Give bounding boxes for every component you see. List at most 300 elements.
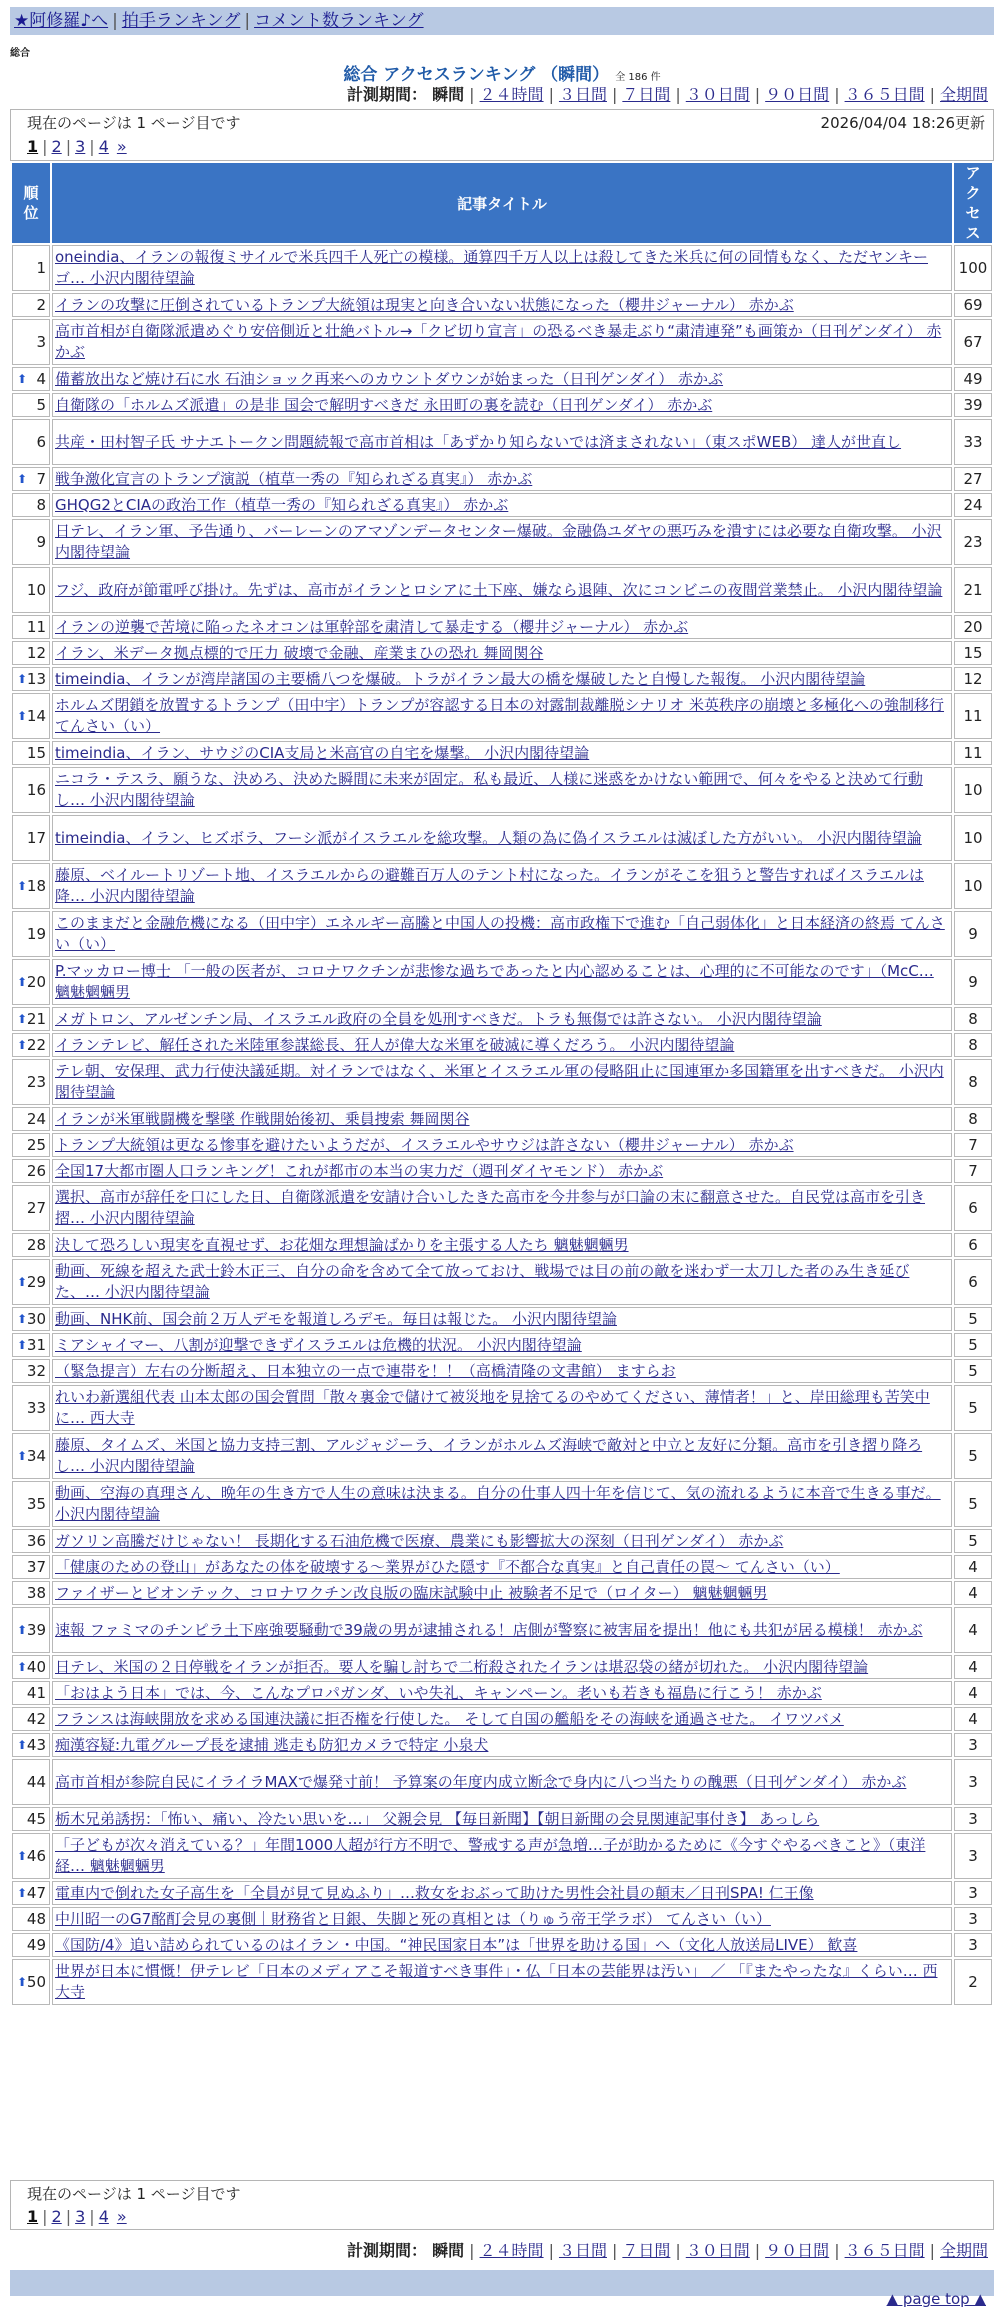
rank-up-arrow-icon: ⬆: [17, 1311, 28, 1326]
rank-number: 18: [26, 876, 46, 895]
access-count: 11: [954, 693, 992, 739]
title-cell: [52, 1581, 952, 1605]
rank-cell: [12, 1007, 50, 1031]
rank-cell: [12, 667, 50, 691]
rank-cell: [12, 1933, 50, 1957]
article-title-link[interactable]: 日テレ、イラン軍、予告通り、バーレーンのアマゾンデータセンター爆破。金融偽ユダヤの悪巧みを潰すには必要な自衛攻撃。 小沢内閣待望論: [55, 522, 942, 561]
title-cell: [52, 1259, 952, 1305]
article-title-link[interactable]: 藤原、ベイルートリゾート地、イスラエルからの避難百万人のテント村になった。イランがそこを狙うと警告すればイスラエルは降… 小沢内閣待望論: [55, 866, 924, 905]
rank-number: 42: [26, 1709, 46, 1728]
rank-cell: [12, 741, 50, 765]
table-row: [12, 493, 992, 517]
table-row: [12, 519, 992, 565]
period-selector-top: 計測期間： 瞬間 | ２４時間 | ３日間 | ７日間 | ３０日間 | ９０日間 | ３６５日間 | 全期間: [347, 85, 988, 104]
article-title-link[interactable]: 栃木兄弟誘拐：「怖い、痛い、冷たい思いを…」 父親会見 【毎日新聞】【朝日新聞の会見関連記事付き】 あっしら: [55, 1809, 820, 1828]
table-row: [12, 1581, 992, 1605]
title-cell: [52, 815, 952, 861]
rank-cell: [12, 1529, 50, 1553]
rank-number: 44: [26, 1772, 46, 1791]
article-title-link[interactable]: timeindia、イラン、ヒズボラ、フーシ派がイスラエルを総攻撃。人類の為に偽イスラエルは滅ぼした方がいい。 小沢内閣待望論: [55, 828, 922, 847]
table-row: [12, 1185, 992, 1231]
rank-up-arrow-icon: ⬆: [17, 1659, 28, 1674]
access-count: 4: [954, 1607, 992, 1653]
rank-number: 23: [26, 1072, 46, 1091]
title-cell: [52, 667, 952, 691]
rank-cell: [12, 1185, 50, 1231]
title-cell: [52, 693, 952, 739]
title-cell: [52, 293, 952, 317]
rank-up-arrow-icon: ⬆: [17, 1974, 28, 1989]
period-current: 瞬間: [432, 85, 465, 104]
period-24h[interactable]: ２４時間: [479, 2241, 544, 2260]
pager-page-2[interactable]: 2: [51, 2207, 62, 2226]
rank-cell: [12, 641, 50, 665]
rank-cell: [12, 1581, 50, 1605]
col-header-title: 記事タイトル: [52, 163, 952, 243]
table-row: [12, 567, 992, 613]
access-count: 5: [954, 1385, 992, 1431]
title-cell: [52, 1233, 952, 1257]
access-count: 27: [954, 467, 992, 491]
table-row: [12, 641, 992, 665]
table-row: [12, 1655, 992, 1679]
table-row: [12, 1681, 992, 1705]
rank-cell: [12, 1733, 50, 1757]
table-row: [12, 693, 992, 739]
rank-number: 49: [26, 1935, 46, 1954]
access-count: 3: [954, 1759, 992, 1805]
article-title-link[interactable]: 高市首相が自衛隊派遣めぐり安倍側近と壮絶バトル→「クビ切り宣言」の恐るべき暴走ぶり“粛清連発”も画策か（日刊ゲンダイ） 赤かぶ: [55, 322, 942, 361]
article-title-link[interactable]: 中川昭一のG7酩酊会見の裏側｜財務省と日銀、失脚と死の真相とは（りゅう帝王学ラボ） てんさい（い）: [55, 1909, 771, 1928]
nav-link-asyura[interactable]: ★阿修羅♪へ: [14, 11, 109, 31]
title-cell: [52, 1759, 952, 1805]
period-3d[interactable]: ３日間: [558, 2241, 607, 2260]
article-title-link[interactable]: timeindia、イラン、サウジのCIA支局と米高官の自宅を爆撃。 小沢内閣待望論: [55, 743, 590, 762]
rank-up-arrow-icon: ⬆: [17, 1274, 28, 1289]
nav-link-clap-ranking[interactable]: 拍手ランキング: [121, 11, 241, 31]
table-row: [12, 863, 992, 909]
current-page-text: 現在のページは 1 ページ目です: [27, 2185, 241, 2203]
article-title-link[interactable]: れいわ新選組代表 山本太郎の国会質問「散々裏金で儲けて被災地を見捨てるのやめてください、薄情者！」と、岸田総理も苦笑中に… 西大寺: [55, 1388, 930, 1427]
period-24h[interactable]: ２４時間: [479, 85, 544, 104]
title-cell: [52, 641, 952, 665]
title-cell: [52, 393, 952, 417]
access-count: 33: [954, 419, 992, 465]
period-selector-bottom: 計測期間： 瞬間 | ２４時間 | ３日間 | ７日間 | ３０日間 | ９０日間 | ３６５日間 | 全期間: [347, 2241, 988, 2260]
access-count: 15: [954, 641, 992, 665]
article-title-link[interactable]: 世界が日本に慣慨！伊テレビ「日本のメディアこそ報道すべき事件」・仏「日本の芸能界は汚い」 ／ 「『またやったな』くらい… 西大寺: [55, 1962, 938, 2001]
article-title-link[interactable]: イランの逆襲で苦境に陥ったネオコンは軍幹部を粛清して暴走する（櫻井ジャーナル） 赤かぶ: [55, 617, 689, 636]
rank-cell: [12, 815, 50, 861]
rank-number: 24: [26, 1109, 46, 1128]
access-count: 10: [954, 863, 992, 909]
rank-number: 50: [26, 1972, 46, 1991]
rank-number: 30: [26, 1309, 46, 1328]
article-title-link[interactable]: フランスは海峡開放を求める国連決議に拒否権を行使した。 そして自国の艦船をその海峡を通過させた。 イワツバメ: [55, 1709, 844, 1728]
title-cell: [52, 1607, 952, 1653]
rank-number: 27: [26, 1198, 46, 1217]
period-365d[interactable]: ３６５日間: [844, 85, 925, 104]
article-title-link[interactable]: 「おはよう日本」では、今、こんなプロパガンダ、いや失礼、キャンペーン。老いも若きも福島に行こう！ 赤かぶ: [55, 1683, 822, 1702]
rank-number: 32: [26, 1361, 46, 1380]
article-title-link[interactable]: timeindia、イランが湾岸諸国の主要橋八つを爆破。トラがイラン最大の橋を爆破したと自慢した報復。 小沢内閣待望論: [55, 669, 866, 688]
pager-page-3[interactable]: 3: [75, 2207, 86, 2226]
rank-number: 9: [36, 532, 46, 551]
rank-up-arrow-icon: ⬆: [17, 1448, 28, 1463]
table-row: [12, 667, 992, 691]
article-title-link[interactable]: メガトロン、アルゼンチン局、イスラエル政府の全員を処刑すべきだ。トラも無傷では許さない。 小沢内閣待望論: [55, 1009, 822, 1028]
rank-cell: [12, 1359, 50, 1383]
rank-cell: [12, 1259, 50, 1305]
rank-cell: [12, 393, 50, 417]
article-title-link[interactable]: 電車内で倒れた女子高生を「全員が見て見ぬふり」…救女をおぶって助けた男性会社員の顛末／日刊SPA! 仁王像: [55, 1883, 814, 1902]
rank-cell: [12, 245, 50, 291]
rank-up-arrow-icon: ⬆: [17, 471, 28, 486]
access-count: 5: [954, 1529, 992, 1553]
article-title-link[interactable]: トランプ大統領は更なる惨事を避けたいようだが、イスラエルやサウジは許さない（櫻井ジャーナル） 赤かぶ: [55, 1135, 794, 1154]
access-count: 5: [954, 1307, 992, 1331]
title-cell: [52, 1681, 952, 1705]
article-title-link[interactable]: ホルムズ閉鎖を放置するトランプ（田中宇）トランプが容認する日本の対露制裁離脱シナリオ 米英秩序の崩壊と多極化への強制移行 てんさい（い）: [55, 696, 945, 735]
article-title-link[interactable]: テレ朝、安保理、武力行使決議延期。対イランではなく、米軍とイスラエル軍の侵略阻止に国連軍か多国籍軍を出すべきだ。 小沢内閣待望論: [55, 1062, 944, 1101]
article-title-link[interactable]: このままだと金融危機になる（田中宇）エネルギー高騰と中国人の投機：高市政権下で進む「自己弱体化」と日本経済の終焉 てんさい（い）: [55, 914, 945, 953]
current-page-text: 現在のページは 1 ページ目です: [27, 114, 241, 132]
page-status-top: [10, 109, 994, 161]
period-90d[interactable]: ９０日間: [765, 2241, 830, 2260]
pager-next[interactable]: »: [116, 2207, 127, 2226]
category-label: 総合: [10, 48, 30, 59]
rank-number: 4: [36, 369, 46, 388]
title-cell: [52, 319, 952, 365]
access-count: 4: [954, 1655, 992, 1679]
access-count: 7: [954, 1159, 992, 1183]
title-cell: [52, 1059, 952, 1105]
title-cell: [52, 1907, 952, 1931]
access-count: 2: [954, 1959, 992, 2005]
footer-bar: [10, 2270, 994, 2296]
updated-timestamp: 2026/04/04 18:26更新: [820, 114, 985, 132]
title-cell: [52, 615, 952, 639]
title-cell: [52, 1529, 952, 1553]
title-cell: [52, 911, 952, 957]
rank-number: 12: [26, 643, 46, 662]
access-count: 9: [954, 959, 992, 1005]
rank-number: 26: [26, 1161, 46, 1180]
table-row: [12, 741, 992, 765]
rank-up-arrow-icon: ⬆: [17, 1848, 28, 1863]
title-cell: [52, 1385, 952, 1431]
table-row: [12, 1307, 992, 1331]
access-count: 11: [954, 741, 992, 765]
rank-number: 16: [26, 780, 46, 799]
title-cell: [52, 863, 952, 909]
rank-number: 21: [26, 1009, 46, 1028]
rank-number: 3: [36, 332, 46, 351]
period-365d[interactable]: ３６５日間: [844, 2241, 925, 2260]
table-row: [12, 293, 992, 317]
article-title-link[interactable]: 全国17大都市圏人口ランキング！これが都市の本当の実力だ（週刊ダイヤモンド） 赤かぶ: [55, 1161, 664, 1180]
table-row: [12, 1033, 992, 1057]
rank-number: 45: [26, 1809, 46, 1828]
rank-cell: [12, 1307, 50, 1331]
title-cell: [52, 567, 952, 613]
pager-page-3[interactable]: 3: [75, 137, 86, 156]
table-row: [12, 1107, 992, 1131]
access-count: 12: [954, 667, 992, 691]
table-row: [12, 1159, 992, 1183]
title-cell: [52, 1333, 952, 1357]
access-count: 21: [954, 567, 992, 613]
table-row: [12, 1607, 992, 1653]
title-cell: [52, 1807, 952, 1831]
rank-number: 36: [26, 1531, 46, 1550]
table-row: [12, 1059, 992, 1105]
title-cell: [52, 1707, 952, 1731]
article-title-link[interactable]: イラン、米データ拠点標的で圧力 破壊で金融、産業まひの恐れ 舞岡関谷: [55, 643, 544, 662]
total-count: 全 186 件: [615, 72, 661, 83]
table-row: [12, 1385, 992, 1431]
rank-number: 29: [26, 1272, 46, 1291]
article-title-link[interactable]: 決して恐ろしい現実を直視せず、お花畑な理想論ばかりを主張する人たち 魑魅魍魎男: [55, 1235, 629, 1254]
rank-number: 47: [26, 1883, 46, 1902]
table-row: [12, 419, 992, 465]
period-3d[interactable]: ３日間: [558, 85, 607, 104]
table-row: [12, 245, 992, 291]
access-count: 4: [954, 1681, 992, 1705]
rank-number: 13: [26, 669, 46, 688]
article-title-link[interactable]: フジ、政府が節電呼び掛け。先ずは、高市がイランとロシアに土下座、嫌なら退陣、次にコンビニの夜間営業禁止。 小沢内閣待望論: [55, 580, 943, 599]
table-row: [12, 1233, 992, 1257]
table-row: [12, 1133, 992, 1157]
article-title-link[interactable]: P.マッカロー博士 「一般の医者が、コロナワクチンが悲惨な過ちであったと内心認めることは、心理的に不可能なのです」（McC… 魑魅魍魎男: [55, 962, 934, 1001]
rank-cell: [12, 419, 50, 465]
table-row: [12, 1481, 992, 1527]
title-cell: [52, 493, 952, 517]
period-all[interactable]: 全期間: [939, 2241, 988, 2260]
rank-cell: [12, 1807, 50, 1831]
table-row: [12, 1807, 992, 1831]
access-count: 7: [954, 1133, 992, 1157]
rank-up-arrow-icon: ⬆: [17, 371, 28, 386]
access-count: 3: [954, 1881, 992, 1905]
table-row: [12, 767, 992, 813]
table-row: [12, 367, 992, 391]
title-cell: [52, 1307, 952, 1331]
access-count: 8: [954, 1007, 992, 1031]
title-cell: [52, 959, 952, 1005]
article-title-link[interactable]: ガソリン高騰だけじゃない！ 長期化する石油危機で医療、農業にも影響拡大の深刻（日刊ゲンダイ） 赤かぶ: [55, 1531, 784, 1550]
title-cell: [52, 467, 952, 491]
article-title-link[interactable]: 動画、NHK前、国会前２万人デモを報道しろデモ。毎日は報じた。 小沢内閣待望論: [55, 1309, 617, 1328]
rank-number: 20: [26, 972, 46, 991]
title-cell: [52, 1481, 952, 1527]
rank-cell: [12, 1833, 50, 1879]
period-current: 瞬間: [432, 2241, 465, 2260]
title-cell: [52, 1959, 952, 2005]
article-title-link[interactable]: （緊急提言）左右の分断超え、日本独立の一点で連帯を！！（高橋清隆の文書館） ますらお: [55, 1361, 676, 1380]
table-row: [12, 959, 992, 1005]
rank-cell: [12, 1681, 50, 1705]
access-count: 3: [954, 1733, 992, 1757]
period-label: 計測期間：: [347, 85, 428, 104]
rank-cell: [12, 467, 50, 491]
rank-number: 17: [26, 828, 46, 847]
article-title-link[interactable]: 「健康のための登山」があなたの体を破壊する～業界がひた隠す『不都合な真実』と自己責任の罠～ てんさい（い）: [55, 1557, 840, 1576]
access-count: 9: [954, 911, 992, 957]
article-title-link[interactable]: 藤原、タイムズ、米国と協力支持三割、アルジャジーラ、イランがホルムズ海峡で敵対と中立と友好に分類。高市を引き摺り降ろし… 小沢内閣待望論: [55, 1436, 923, 1475]
rank-cell: [12, 1759, 50, 1805]
title-cell: [52, 1555, 952, 1579]
rank-number: 38: [26, 1583, 46, 1602]
title-cell: [52, 1655, 952, 1679]
period-30d[interactable]: ３０日間: [685, 85, 750, 104]
rank-cell: [12, 1059, 50, 1105]
article-title-link[interactable]: 高市首相が参院自民にイライラMAXで爆発寸前！ 予算案の年度内成立断念で身内に八つ当たりの醜悪（日刊ゲンダイ） 赤かぶ: [55, 1772, 907, 1791]
access-count: 24: [954, 493, 992, 517]
title-cell: [52, 1133, 952, 1157]
rank-number: 39: [26, 1620, 46, 1639]
rank-up-arrow-icon: ⬆: [17, 1622, 28, 1637]
access-count: 69: [954, 293, 992, 317]
rank-number: 6: [36, 432, 46, 451]
title-cell: [52, 741, 952, 765]
title-cell: [52, 419, 952, 465]
title-cell: [52, 1359, 952, 1383]
table-row: [12, 1529, 992, 1553]
rank-cell: [12, 293, 50, 317]
rank-number: 8: [36, 495, 46, 514]
pager-top: 1 | 2 | 3 | 4 »: [27, 137, 127, 156]
table-row: [12, 815, 992, 861]
rank-cell: [12, 1433, 50, 1479]
access-count: 5: [954, 1333, 992, 1357]
rank-up-arrow-icon: ⬆: [17, 708, 28, 723]
rank-number: 15: [26, 743, 46, 762]
article-title-link[interactable]: oneindia、イランの報復ミサイルで米兵四千人死亡の模様。通算四千万人以上は殺してきた米兵に何の同情もなく、ただヤンキーゴ… 小沢内閣待望論: [55, 248, 928, 287]
period-7d[interactable]: ７日間: [622, 85, 671, 104]
article-title-link[interactable]: 「子どもが次々消えている？」年間1000人超が行方不明で、警戒する声が急増…子が助かるために《今すぐやるべきこと》（東洋経… 魑魅魍魎男: [55, 1836, 926, 1875]
rank-cell: [12, 1655, 50, 1679]
pager-page-4[interactable]: 4: [98, 2207, 109, 2226]
article-title-link[interactable]: 日テレ、米国の２日停戦をイランが拒否。要人を騙し討ちで二桁殺されたイランは堪忍袋の緒が切れた。 小沢内閣待望論: [55, 1657, 869, 1676]
article-title-link[interactable]: 備蓄放出など焼け石に水 石油ショック再来へのカウントダウンが始まった（日刊ゲンダイ） 赤かぶ: [55, 369, 724, 388]
table-row: [12, 393, 992, 417]
rank-number: 40: [26, 1657, 46, 1676]
rank-cell: [12, 959, 50, 1005]
rank-number: 37: [26, 1557, 46, 1576]
access-count: 6: [954, 1259, 992, 1305]
article-title-link[interactable]: 《国防/4》追い詰められているのはイラン・中国。“神民国家日本”は「世界を助ける国」へ（文化人放送局LIVE） 歓喜: [55, 1935, 858, 1954]
rank-up-arrow-icon: ⬆: [17, 671, 28, 686]
rank-number: 48: [26, 1909, 46, 1928]
access-count: 6: [954, 1185, 992, 1231]
col-header-access: アクセス: [954, 163, 992, 243]
access-count: 49: [954, 367, 992, 391]
access-count: 8: [954, 1107, 992, 1131]
access-count: 5: [954, 1433, 992, 1479]
pager-page-4[interactable]: 4: [98, 137, 109, 156]
rank-number: 41: [26, 1683, 46, 1702]
rank-up-arrow-icon: ⬆: [17, 878, 28, 893]
article-title-link[interactable]: ニコラ・テスラ、願うな、決めろ、決めた瞬間に未来が固定。私も最近、人様に迷惑をかけない範囲で、何々をやると決めて行動し… 小沢内閣待望論: [55, 770, 923, 809]
access-count: 10: [954, 815, 992, 861]
top-nav: [10, 7, 994, 35]
article-title-link[interactable]: 自衛隊の「ホルムズ派遣」の是非 国会で解明すべきだ 永田町の裏を読む（日刊ゲンダイ） 赤かぶ: [55, 395, 713, 414]
article-title-link[interactable]: 共産・田村智子氏 サナエトークン問題続報で高市首相は「あずかり知らないでは済まされない」（東スポWEB） 達人が世直し: [55, 432, 902, 451]
table-row: [12, 615, 992, 639]
rank-cell: [12, 911, 50, 957]
rank-up-arrow-icon: ⬆: [17, 1737, 28, 1752]
access-count: 4: [954, 1707, 992, 1731]
rank-cell: [12, 1033, 50, 1057]
rank-cell: [12, 863, 50, 909]
period-30d[interactable]: ３０日間: [685, 2241, 750, 2260]
access-count: 8: [954, 1059, 992, 1105]
title-cell: [52, 1107, 952, 1131]
article-title-link[interactable]: 痴漢容疑:九電グループ長を逮捕 逃走も防犯カメラで特定 小泉犬: [55, 1735, 489, 1754]
rank-number: 35: [26, 1494, 46, 1513]
article-title-link[interactable]: 速報 ファミマのチンピラ土下座強要騒動で39歳の男が逮捕される！店側が警察に被害届を提出！他にも共犯が居る模様！ 赤かぶ: [55, 1620, 923, 1639]
table-row: [12, 1007, 992, 1031]
table-row: [12, 1333, 992, 1357]
article-title-link[interactable]: イランの攻撃に圧倒されているトランプ大統領は現実と向き合いない状態になった（櫻井ジャーナル） 赤かぶ: [55, 295, 794, 314]
rank-cell: [12, 567, 50, 613]
period-7d[interactable]: ７日間: [622, 2241, 671, 2260]
article-title-link[interactable]: GHQG2とCIAの政治工作（植草一秀の『知られざる真実』） 赤かぶ: [55, 495, 509, 514]
article-title-link[interactable]: ミアシャイマー、八割が迎撃できずイスラエルは危機的状況。 小沢内閣待望論: [55, 1335, 582, 1354]
title-cell: [52, 519, 952, 565]
rank-number: 34: [26, 1446, 46, 1465]
pager-page-2[interactable]: 2: [51, 137, 62, 156]
table-row: [12, 1259, 992, 1305]
col-header-rank: 順位: [12, 163, 50, 243]
access-count: 100: [954, 245, 992, 291]
article-title-link[interactable]: ファイザーとビオンテック、コロナワクチン改良版の臨床試験中止 被験者不足で（ロイター） 魑魅魍魎男: [55, 1583, 768, 1602]
article-title-link[interactable]: イランが米軍戦闘機を撃墜 作戦開始後初、乗員捜索 舞岡関谷: [55, 1109, 470, 1128]
table-row: [12, 1933, 992, 1957]
article-title-link[interactable]: 選択、高市が辞任を口にした日、自衛隊派遣を安請け合いしたきた高市を今井参与が口論の末に翻意させた。自民党は高市を引き摺… 小沢内閣待望論: [55, 1188, 926, 1227]
rank-cell: [12, 367, 50, 391]
table-row: [12, 911, 992, 957]
page-top-link[interactable]: ▲ page top ▲: [886, 2290, 986, 2308]
nav-separator: |: [244, 11, 251, 31]
page-status-bottom: [10, 2180, 994, 2230]
rank-number: 22: [26, 1035, 46, 1054]
title-cell: [52, 1733, 952, 1757]
nav-link-comment-ranking[interactable]: コメント数ランキング: [254, 11, 424, 31]
access-count: 4: [954, 1555, 992, 1579]
article-title-link[interactable]: イランテレビ、解任された米陸軍参謀総長、狂人が偉大な米軍を破滅に導くだろう。 小沢内閣待望論: [55, 1035, 735, 1054]
rank-cell: [12, 1159, 50, 1183]
period-90d[interactable]: ９０日間: [765, 85, 830, 104]
access-count: 39: [954, 393, 992, 417]
rank-up-arrow-icon: ⬆: [17, 974, 28, 989]
table-row: [12, 1881, 992, 1905]
pager-next[interactable]: »: [116, 137, 127, 156]
rank-number: 7: [36, 469, 46, 488]
title-cell: [52, 245, 952, 291]
title-cell: [52, 1833, 952, 1879]
rank-cell: [12, 1107, 50, 1131]
article-title-link[interactable]: 戦争激化宣言のトランプ演説（植草一秀の『知られざる真実』） 赤かぶ: [55, 469, 533, 488]
rank-number: 25: [26, 1135, 46, 1154]
access-count: 5: [954, 1359, 992, 1383]
article-title-link[interactable]: 動画、死線を超えた武士鈴木正三、自分の命を含めて全て放っておけ、戦場では目の前の敵を迷わず一太刀した者のみ生き延びた、… 小沢内閣待望論: [55, 1262, 910, 1301]
table-row: [12, 319, 992, 365]
article-title-link[interactable]: 動画、空海の真理さん、晩年の生き方で人生の意味は決まる。自分の仕事人四十年を信じて、気の流れるように本音で生きる事だ。 小沢内閣待望論: [55, 1484, 941, 1523]
table-row: [12, 1733, 992, 1757]
period-all[interactable]: 全期間: [939, 85, 988, 104]
